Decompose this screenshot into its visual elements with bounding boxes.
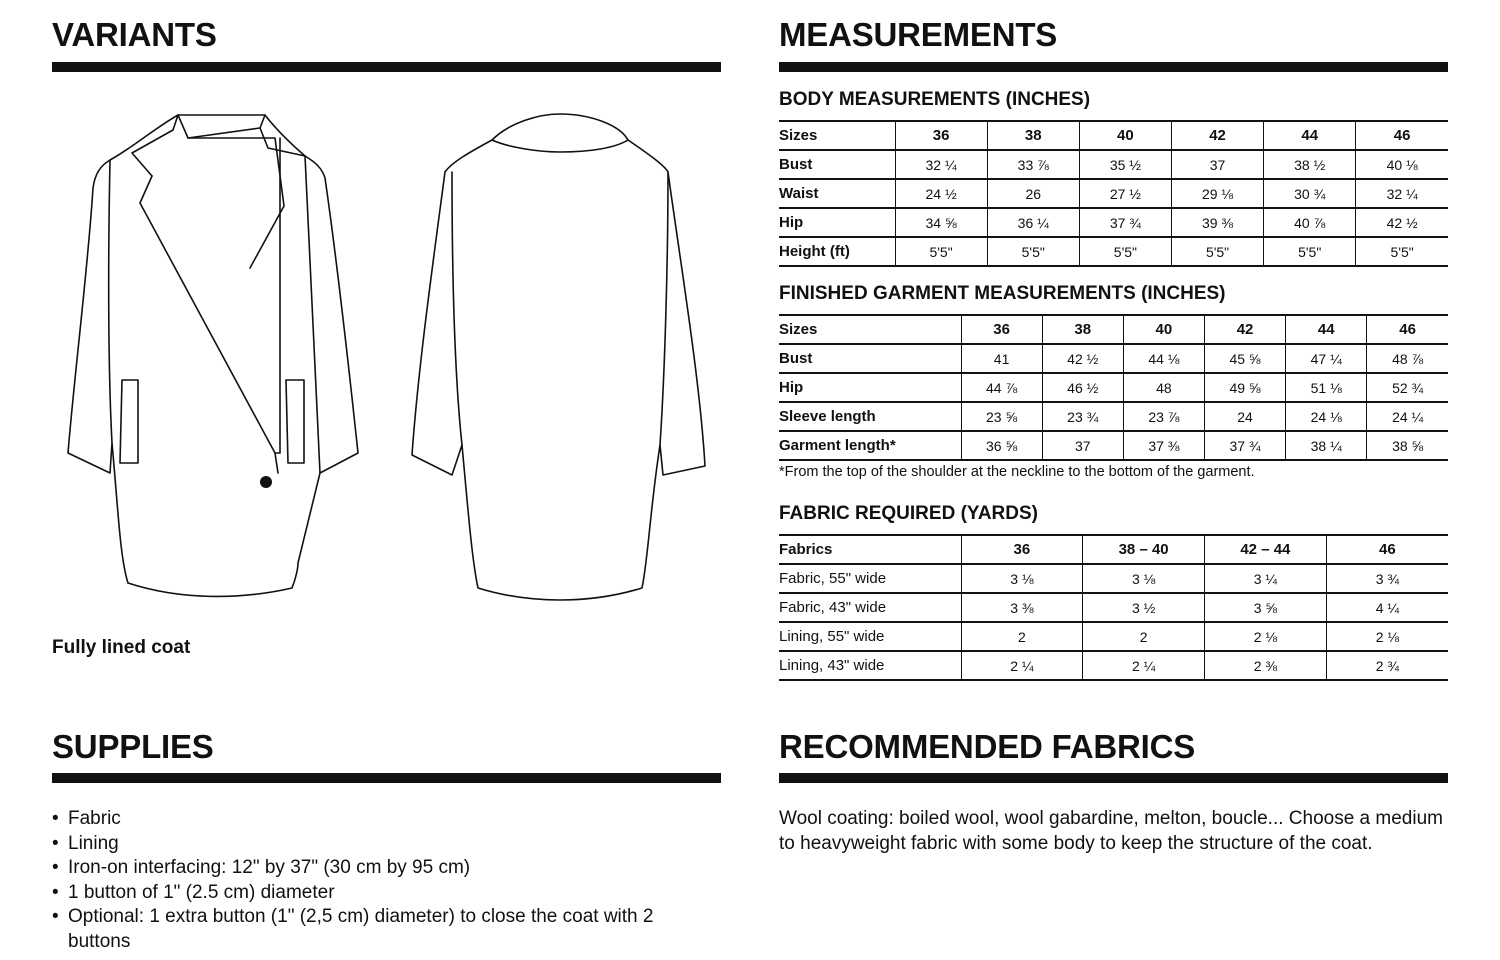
supplies-rule [52,773,721,783]
table-cell: 23 ¾ [1042,402,1123,431]
table-header-cell: 40 [1079,121,1171,150]
table-row [779,344,1448,373]
row-label: Hip [779,208,895,237]
table-cell: 2 ¼ [1083,651,1205,680]
list-item: • Iron-on interfacing: 12" by 37" (30 cm by 95 cm) [52,856,712,881]
table-cell: 3 ¾ [1326,564,1448,593]
table-header-cell: 36 [961,315,1042,344]
table-cell: 5'5" [1171,237,1263,266]
table-cell: 2 ⅛ [1326,622,1448,651]
table-header-cell: Fabrics [779,535,961,564]
list-item: • Optional: 1 extra button (1" (2,5 cm) diameter) to close the coat with 2 buttons [52,905,712,954]
recommended-fabrics-title: RECOMMENDED FABRICS [779,728,1196,765]
table-cell: 52 ¾ [1367,373,1448,402]
fabric-required-title: FABRIC REQUIRED (YARDS) [779,503,1038,524]
table-header-cell: 38 [1042,315,1123,344]
table-cell: 47 ¼ [1286,344,1367,373]
table-cell: 27 ½ [1079,179,1171,208]
table-cell: 3 ⅛ [961,564,1083,593]
table-cell: 38 ½ [1264,150,1356,179]
variants-title: VARIANTS [52,16,217,53]
table-row [779,208,1448,237]
table-cell: 24 ½ [895,179,987,208]
table-header-cell: Sizes [779,315,961,344]
row-label: Lining, 55" wide [779,622,961,651]
fabric-required-table [779,534,1448,681]
table-cell: 46 ½ [1042,373,1123,402]
table-row [779,564,1448,593]
table-header-cell: Sizes [779,121,895,150]
row-label: Bust [779,150,895,179]
table-cell: 23 ⅝ [961,402,1042,431]
table-row [779,402,1448,431]
table-cell: 3 ⅝ [1205,593,1327,622]
list-item: • 1 button of 1" (2.5 cm) diameter [52,881,712,906]
table-cell: 40 ⅛ [1356,150,1448,179]
table-cell: 2 [961,622,1083,651]
garment-length-footnote: *From the top of the shoulder at the neckline to the bottom of the garment. [779,464,1255,480]
body-measurements-title: BODY MEASUREMENTS (INCHES) [779,89,1091,110]
row-label: Fabric, 55" wide [779,564,961,593]
finished-measurements-title: FINISHED GARMENT MEASUREMENTS (INCHES) [779,283,1226,304]
table-cell: 3 ¼ [1205,564,1327,593]
table-cell: 37 ⅜ [1123,431,1204,460]
table-cell: 3 ⅜ [961,593,1083,622]
table-cell: 5'5" [987,237,1079,266]
coat-front-drawing [60,108,360,608]
supplies-list [52,807,712,954]
table-row [779,622,1448,651]
row-label: Fabric, 43" wide [779,593,961,622]
table-header-cell: 38 [987,121,1079,150]
table-cell: 2 [1083,622,1205,651]
table-row [779,431,1448,460]
table-row [779,237,1448,266]
table-header-cell: 36 [961,535,1083,564]
table-cell: 37 [1171,150,1263,179]
table-cell: 44 ⅞ [961,373,1042,402]
table-cell: 3 ½ [1083,593,1205,622]
table-header-cell: 44 [1264,121,1356,150]
table-cell: 44 ⅛ [1123,344,1204,373]
row-label: Sleeve length [779,402,961,431]
table-cell: 48 [1123,373,1204,402]
table-cell: 30 ¾ [1264,179,1356,208]
table-header-cell: 46 [1356,121,1448,150]
table-header-row [779,315,1448,344]
measurements-rule [779,62,1448,72]
table-cell: 5'5" [1079,237,1171,266]
table-cell: 23 ⅞ [1123,402,1204,431]
coat-back-drawing [410,110,710,610]
table-cell: 35 ½ [1079,150,1171,179]
table-cell: 42 ½ [1356,208,1448,237]
table-cell: 39 ⅜ [1171,208,1263,237]
row-label: Bust [779,344,961,373]
supplies-title: SUPPLIES [52,728,214,765]
table-cell: 34 ⅝ [895,208,987,237]
table-cell: 40 ⅞ [1264,208,1356,237]
row-label: Hip [779,373,961,402]
table-cell: 2 ¼ [961,651,1083,680]
table-header-cell: 38 – 40 [1083,535,1205,564]
table-cell: 5'5" [895,237,987,266]
table-cell: 2 ⅜ [1205,651,1327,680]
table-header-cell: 46 [1367,315,1448,344]
table-cell: 33 ⅞ [987,150,1079,179]
variants-caption: Fully lined coat [52,637,191,658]
table-cell: 37 ¾ [1079,208,1171,237]
table-cell: 24 ⅛ [1286,402,1367,431]
table-header-row [779,121,1448,150]
list-item: • Fabric [52,807,712,832]
row-label: Waist [779,179,895,208]
table-cell: 3 ⅛ [1083,564,1205,593]
table-row [779,373,1448,402]
table-header-cell: 44 [1286,315,1367,344]
recommended-fabrics-text: Wool coating: boiled wool, wool gabardine, melton, boucle... Choose a medium to heavyweight fabric with some body to keep the structure of the coat. [779,808,1443,854]
table-cell: 24 [1204,402,1285,431]
table-cell: 36 ⅝ [961,431,1042,460]
table-header-cell: 40 [1123,315,1204,344]
table-cell: 38 ¼ [1286,431,1367,460]
table-cell: 48 ⅞ [1367,344,1448,373]
table-header-cell: 42 [1204,315,1285,344]
table-cell: 37 [1042,431,1123,460]
variants-rule [52,62,721,72]
table-cell: 49 ⅝ [1204,373,1285,402]
table-cell: 45 ⅝ [1204,344,1285,373]
table-cell: 37 ¾ [1204,431,1285,460]
table-cell: 4 ¼ [1326,593,1448,622]
table-cell: 26 [987,179,1079,208]
table-header-cell: 36 [895,121,987,150]
finished-measurements-table [779,314,1448,461]
table-cell: 2 ⅛ [1205,622,1327,651]
table-row [779,150,1448,179]
recommended-fabrics-rule [779,773,1448,783]
row-label: Garment length* [779,431,961,460]
table-cell: 24 ¼ [1367,402,1448,431]
measurements-title: MEASUREMENTS [779,16,1058,53]
table-cell: 2 ¾ [1326,651,1448,680]
body-measurements-table [779,120,1448,267]
table-cell: 38 ⅝ [1367,431,1448,460]
row-label: Lining, 43" wide [779,651,961,680]
list-item: • Lining [52,832,712,857]
table-row [779,593,1448,622]
table-cell: 41 [961,344,1042,373]
table-cell: 32 ¼ [895,150,987,179]
table-cell: 29 ⅛ [1171,179,1263,208]
table-header-cell: 42 – 44 [1205,535,1327,564]
table-header-cell: 42 [1171,121,1263,150]
table-row [779,179,1448,208]
table-header-cell: 46 [1326,535,1448,564]
table-cell: 5'5" [1264,237,1356,266]
table-cell: 36 ¼ [987,208,1079,237]
table-header-row [779,535,1448,564]
row-label: Height (ft) [779,237,895,266]
table-cell: 32 ¼ [1356,179,1448,208]
table-cell: 5'5" [1356,237,1448,266]
table-cell: 51 ⅛ [1286,373,1367,402]
table-cell: 42 ½ [1042,344,1123,373]
table-row [779,651,1448,680]
